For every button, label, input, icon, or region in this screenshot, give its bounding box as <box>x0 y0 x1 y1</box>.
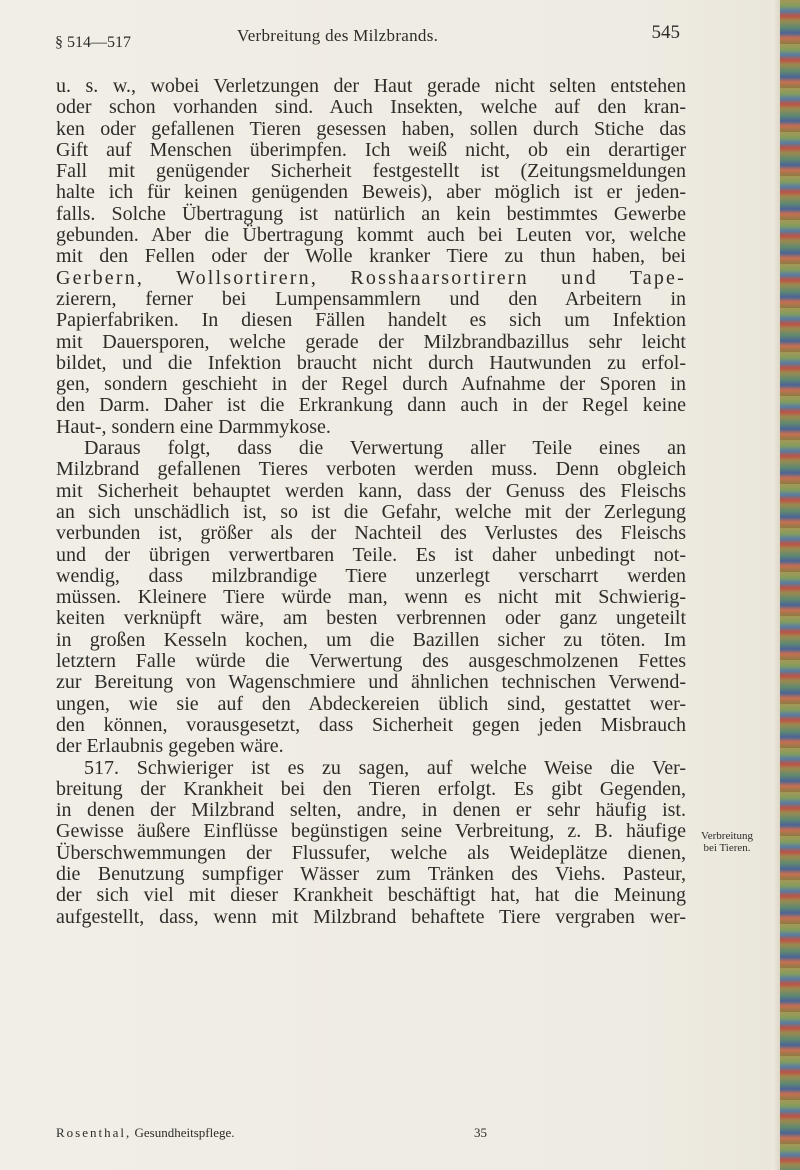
text-line: in großen Kesseln kochen, um die Bazillen sicher zu töten. Im <box>56 628 686 651</box>
text-line: u. s. w., wobei Verletzungen der Haut gerade nicht selten entstehen <box>56 75 686 97</box>
text-line: Gerbern, Wollsortirern, Rosshaarsortirern und Tape- <box>56 266 686 289</box>
marbled-binding-edge <box>780 0 800 1170</box>
page-number: 545 <box>651 22 680 43</box>
page-footer <box>56 1125 686 1145</box>
text-line: Gewisse äußere Einflüsse begünstigen seine Verbreitung, z. B. häufige <box>56 820 686 843</box>
text-line: aufgestellt, dass, wenn mit Milzbrand behaftete Tiere vergraben wer- <box>56 905 686 928</box>
text-line: bildet, und die Infektion braucht nicht durch Hautwunden zu erfol- <box>56 351 686 374</box>
main-text <box>56 76 686 928</box>
text-line: zierern, ferner bei Lumpensammlern und den Arbeitern in <box>56 287 686 310</box>
text-line: mit Dauersporen, welche gerade der Milzbrandbazillus sehr leicht <box>56 330 686 353</box>
running-header <box>55 22 680 52</box>
section-range: § 514—517 <box>55 34 131 51</box>
running-title: Verbreitung des Milzbrands. <box>237 26 439 45</box>
text-line: zur Bereitung von Wagenschmiere und ähnlichen technischen Verwend- <box>56 671 686 694</box>
text-line: Papierfabriken. In diesen Fällen handelt es sich um Infektion <box>56 309 686 332</box>
text-line: Daraus folgt, dass die Verwertung aller Teile eines an <box>84 437 686 460</box>
text-line: müssen. Kleinere Tiere würde man, wenn es nicht mit Schwierig- <box>56 586 686 609</box>
margin-note <box>692 830 762 854</box>
footer-book-title: Gesundheitspflege. <box>134 1125 235 1140</box>
text-line: den Darm. Daher ist die Erkrankung dann auch in der Regel keine <box>56 394 686 417</box>
text-line: ken oder gefallenen Tieren gesessen haben, sollen durch Stiche das <box>56 117 686 140</box>
signature-mark: 35 <box>474 1125 487 1140</box>
text-line: keiten verknüpft wäre, am besten verbrennen oder ganz ungeteilt <box>56 607 686 630</box>
text-line: wendig, dass milzbrandige Tiere unzerlegt verscharrt werden <box>56 564 686 587</box>
footer-imprint <box>56 1125 235 1141</box>
text-line: den können, vorausgesetzt, dass Sicherheit gegen jeden Misbrauch <box>56 713 686 736</box>
text-line: verbunden ist, größer als der Nachteil des Verlustes des Fleischs <box>56 522 686 545</box>
text-line: die Benutzung sumpfiger Wässer zum Tränken des Viehs. Pasteur, <box>56 862 686 885</box>
text-line: Gift auf Menschen überimpfen. Ich weiß nicht, ob ein derartiger <box>56 138 686 161</box>
text-line: Überschwemmungen der Flussufer, welche als Weideplätze dienen, <box>56 841 686 864</box>
text-line: und der übrigen verwertbaren Teile. Es ist daher unbedingt not- <box>56 543 686 566</box>
text-line: Haut-, sondern eine Darmmykose. <box>56 415 331 438</box>
margin-note-line: bei Tieren. <box>703 842 751 854</box>
text-line: in denen der Milzbrand selten, andre, in denen er sehr häufig ist. <box>56 799 686 822</box>
text-line: Fall mit genügender Sicherheit festgestellt ist (Zeitungsmeldungen <box>56 160 686 183</box>
text-line: breitung der Krankheit bei den Tieren erfolgt. Es gibt Gegenden, <box>56 777 686 800</box>
text-line: letztern Falle würde die Verwertung des ausgeschmolzenen Fettes <box>56 650 686 673</box>
margin-note-line: Verbreitung <box>701 830 753 842</box>
footer-author: Rosenthal, <box>56 1125 132 1140</box>
text-line: Milzbrand gefallenen Tieres verboten werden muss. Denn obgleich <box>56 458 686 481</box>
text-line: gebunden. Aber die Übertragung kommt auch bei Leuten vor, welche <box>56 224 686 247</box>
text-line: halte ich für keinen genügenden Beweis), aber möglich ist er jeden- <box>56 181 686 204</box>
text-line: mit Sicherheit behauptet werden kann, dass der Genuss des Fleischs <box>56 479 686 502</box>
text-line: 517. Schwieriger ist es zu sagen, auf welche Weise die Ver- <box>84 756 686 779</box>
text-line: oder schon vorhanden sind. Auch Insekten, welche auf den kran- <box>56 96 686 119</box>
text-line: der Erlaubnis gegeben wäre. <box>56 735 284 758</box>
text-line: falls. Solche Übertragung ist natürlich an kein bestimmtes Gewerbe <box>56 202 686 225</box>
text-line: an sich unschädlich ist, so ist die Gefahr, welche mit der Zerlegung <box>56 500 686 523</box>
text-line: der sich viel mit dieser Krankheit beschäftigt hat, hat die Meinung <box>56 884 686 907</box>
text-line: ungen, wie sie auf den Abdeckereien üblich sind, gestattet wer- <box>56 692 686 715</box>
text-line: mit den Fellen oder der Wolle kranker Tiere zu thun haben, bei <box>56 245 686 268</box>
page-edge-shadow <box>772 0 780 1170</box>
text-line: gen, sondern geschieht in der Regel durch Aufnahme der Sporen in <box>56 373 686 396</box>
